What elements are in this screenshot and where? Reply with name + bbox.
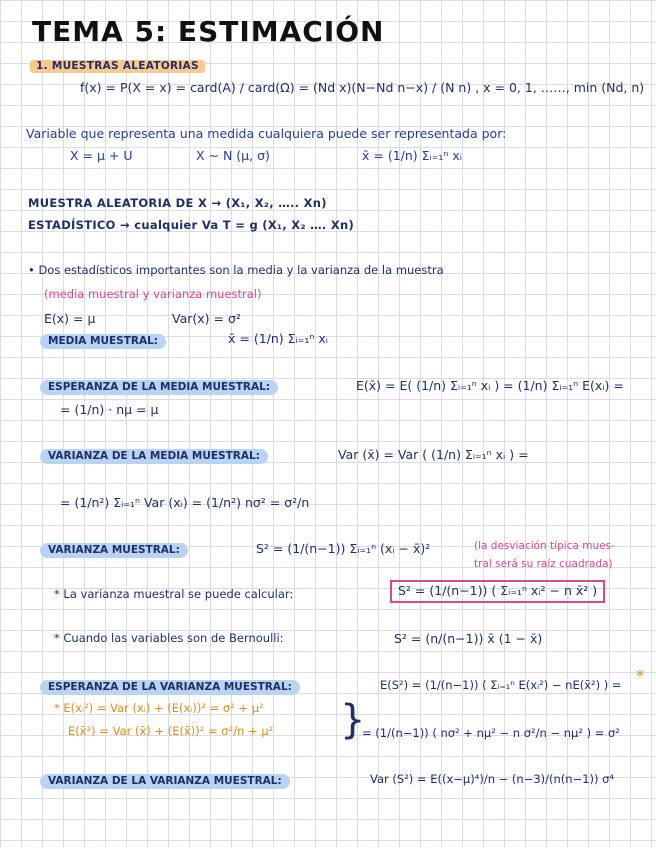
estadistico-line: ESTADÍSTICO → cualquier Va T = g (X₁, X₂ …. Xn) <box>28 218 355 232</box>
label-varianza-varianza: VARIANZA DE LA VARIANZA MUESTRAL: <box>40 774 290 789</box>
estadisticos-subtext: (media muestral y varianza muestral) <box>44 287 262 301</box>
formula-x-mu-u: X = μ + U <box>70 148 133 163</box>
formula-calculo-boxed: S² = (1/(n−1)) ( Σᵢ₌₁ⁿ xᵢ² − n x̄² ) <box>390 580 605 603</box>
calculo-text: * La varianza muestral se puede calcular: <box>54 587 294 601</box>
variable-text: Variable que representa una medida cualquiera puede ser representada por: <box>26 126 507 141</box>
variance-x: Var(x) = σ² <box>172 311 241 326</box>
formula-varianza-muestral: S² = (1/(n−1)) Σᵢ₌₁ⁿ (xᵢ − x̄)² <box>256 541 431 556</box>
formula-esperanza-media-cont: = (1/n) · nμ = μ <box>60 402 159 417</box>
formula-mean: x̄ = (1/n) Σᵢ₌₁ⁿ xᵢ <box>362 148 462 163</box>
star-mark: * <box>636 666 644 685</box>
formula-media-muestral: x̄ = (1/n) Σᵢ₌₁ⁿ xᵢ <box>228 331 328 346</box>
bernoulli-text: * Cuando las variables son de Bernoulli: <box>54 631 284 645</box>
aux-e-xbar2: E(x̄²) = Var (x̄) + (E(x̄))² = σ²/n + μ² <box>68 724 274 738</box>
closing-brace: } <box>340 697 366 743</box>
label-media-muestral: MEDIA MUESTRAL: <box>40 334 166 349</box>
formula-normal: X ∼ N (μ, σ) <box>196 148 270 163</box>
note-desviacion-2: tral será su raíz cuadrada) <box>474 558 613 570</box>
formula-varianza-media-cont: = (1/n²) Σᵢ₌₁ⁿ Var (xᵢ) = (1/n²) nσ² = σ²/n <box>60 495 310 510</box>
formula-varianza-media: Var (x̄) = Var ( (1/n) Σᵢ₌₁ⁿ xᵢ ) = <box>338 447 529 462</box>
aux-e-xi2: * E(xᵢ²) = Var (xᵢ) + (E(xᵢ))² = σ² + μ² <box>54 701 264 715</box>
formula-esperanza-varianza-result: = (1/(n−1)) ( nσ² + nμ² − n σ²/n − nμ² ) = σ² <box>362 726 620 740</box>
label-esperanza-media: ESPERANZA DE LA MEDIA MUESTRAL: <box>40 380 278 395</box>
expectation-x: E(x) = μ <box>44 311 96 326</box>
section-label-muestras: 1. MUESTRAS ALEATORIAS <box>30 60 205 73</box>
estadisticos-text: • Dos estadísticos importantes son la media y la varianza de la muestra <box>28 263 444 277</box>
page-title: TEMA 5: ESTIMACIÓN <box>32 15 385 48</box>
formula-esperanza-varianza: E(S²) = (1/(n−1)) ( Σᵢ₌₁ⁿ E(xᵢ²) − nE(x̄²) ) = <box>380 678 622 692</box>
formula-bernoulli: S² = (n/(n−1)) x̄ (1 − x̄) <box>394 631 543 646</box>
formula-varianza-varianza: Var (S²) = E((x−μ)⁴)/n − (n−3)/(n(n−1)) σ⁴ <box>370 772 615 786</box>
note-desviacion-1: (la desviación típica mues- <box>474 540 615 552</box>
label-esperanza-varianza: ESPERANZA DE LA VARIANZA MUESTRAL: <box>40 680 300 695</box>
formula-esperanza-media: E(x̄) = E( (1/n) Σᵢ₌₁ⁿ xᵢ ) = (1/n) Σᵢ₌₁ⁿ E(xᵢ) = <box>356 378 624 393</box>
hypergeometric-formula: f(x) = P(X = x) = card(A) / card(Ω) = (Nd x)(N−Nd n−x) / (N n) , x = 0, 1, ……, min (Nd, n) <box>80 80 645 95</box>
label-varianza-media: VARIANZA DE LA MEDIA MUESTRAL: <box>40 449 268 464</box>
muestra-aleatoria-line: MUESTRA ALEATORIA DE X → (X₁, X₂, ….. Xn) <box>28 196 327 210</box>
label-varianza-muestral: VARIANZA MUESTRAL: <box>40 543 188 558</box>
